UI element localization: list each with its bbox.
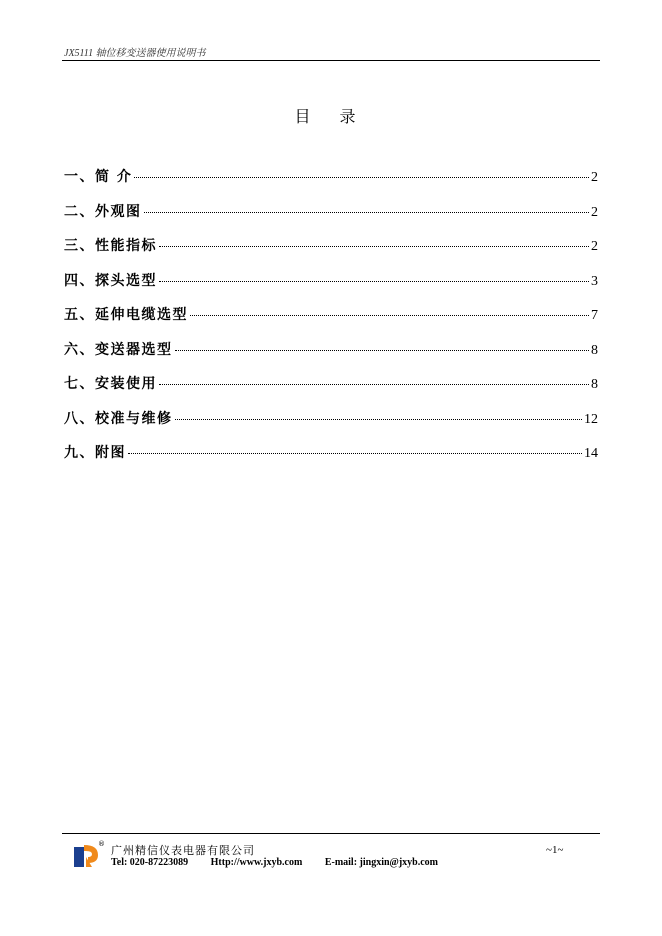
toc-entry-page: 3 <box>591 273 598 289</box>
toc-entry-page: 14 <box>584 446 598 461</box>
company-name: 广州精信仪表电器有限公司 <box>111 844 255 857</box>
header-document-title: JX5111 轴位移变送器使用说明书 <box>64 48 206 59</box>
toc-entry-page: 7 <box>591 308 598 323</box>
website-link[interactable]: Http://www.jxyb.com <box>210 857 303 868</box>
toc-leader-dots <box>175 419 583 420</box>
registered-mark: ® <box>98 840 105 848</box>
toc-entry[interactable] <box>64 304 598 339</box>
toc-leader-dots <box>190 315 589 316</box>
telephone: Tel: 020-87223089 <box>111 857 189 868</box>
toc-entry[interactable] <box>64 442 598 477</box>
toc-leader-dots <box>134 177 589 178</box>
toc-entry[interactable] <box>64 166 598 201</box>
toc-leader-dots <box>128 453 582 454</box>
footer-rule <box>62 833 600 834</box>
toc-entry[interactable] <box>64 373 598 408</box>
header-rule <box>62 60 600 61</box>
toc-leader-dots <box>159 384 589 385</box>
toc-leader-dots <box>159 281 589 282</box>
toc-entry-label: 七、安装使用 <box>64 376 157 392</box>
table-of-contents <box>64 166 598 477</box>
toc-entry-label: 二、外观图 <box>64 203 142 220</box>
toc-leader-dots <box>144 212 590 213</box>
toc-entry-label: 四、探头选型 <box>64 272 157 289</box>
toc-entry-label: 八、校准与维修 <box>64 410 173 427</box>
toc-entry-page: 2 <box>591 204 598 220</box>
toc-entry[interactable] <box>64 408 598 443</box>
toc-entry-page: 12 <box>584 411 598 427</box>
email-link[interactable]: E-mail: jingxin@jxyb.com <box>324 857 439 868</box>
company-logo-icon <box>72 843 100 869</box>
contact-line <box>111 857 458 868</box>
toc-title: 目 录 <box>294 107 368 126</box>
toc-entry-label: 九、附图 <box>64 445 126 461</box>
toc-entry-page: 2 <box>591 170 598 185</box>
toc-entry-page: 8 <box>591 342 598 358</box>
toc-entry[interactable] <box>64 201 598 236</box>
toc-entry-page: 8 <box>591 377 598 392</box>
toc-entry-label: 五、延伸电缆选型 <box>64 307 188 323</box>
toc-entry[interactable] <box>64 339 598 374</box>
toc-entry-label: 一、简 介 <box>64 169 133 185</box>
toc-entry-label: 三、性能指标 <box>64 238 157 254</box>
toc-entry-label: 六、变送器选型 <box>64 341 173 358</box>
toc-entry[interactable] <box>64 270 598 305</box>
toc-entry-page: 2 <box>591 239 598 254</box>
page-number: ~1~ <box>546 844 564 856</box>
toc-leader-dots <box>159 246 589 247</box>
toc-leader-dots <box>175 350 590 351</box>
toc-entry[interactable] <box>64 235 598 270</box>
